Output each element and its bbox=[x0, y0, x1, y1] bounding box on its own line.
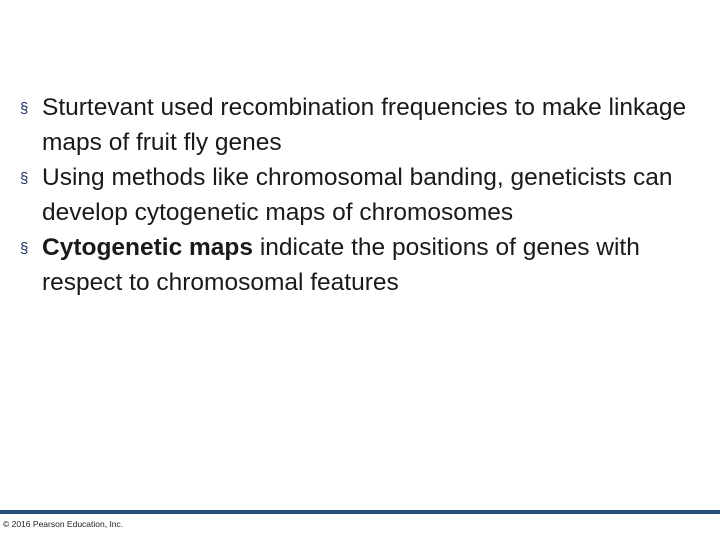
bullet-list bbox=[20, 90, 710, 300]
copyright-notice: © 2016 Pearson Education, Inc. bbox=[3, 519, 124, 529]
bullet-text bbox=[42, 230, 710, 300]
bullet-marker-icon: § bbox=[20, 100, 29, 117]
footer-divider bbox=[0, 510, 720, 514]
bullet-marker-icon: § bbox=[20, 170, 29, 187]
bullet-item bbox=[20, 230, 710, 300]
bullet-text bbox=[42, 90, 710, 160]
bullet-item bbox=[20, 90, 710, 160]
bullet-body-text: indicate the positions of genes with respect to chromosomal features bbox=[42, 234, 640, 296]
bullet-marker-icon: § bbox=[20, 240, 29, 257]
bullet-text bbox=[42, 160, 710, 230]
bullet-body-text: Using methods like chromosomal banding, geneticists can develop cytogenetic maps of chromosomes bbox=[42, 164, 673, 226]
bullet-item bbox=[20, 160, 710, 230]
bullet-bold-term: Cytogenetic maps bbox=[42, 234, 254, 261]
bullet-body-text: Sturtevant used recombination frequencies to make linkage maps of fruit fly genes bbox=[42, 94, 687, 156]
